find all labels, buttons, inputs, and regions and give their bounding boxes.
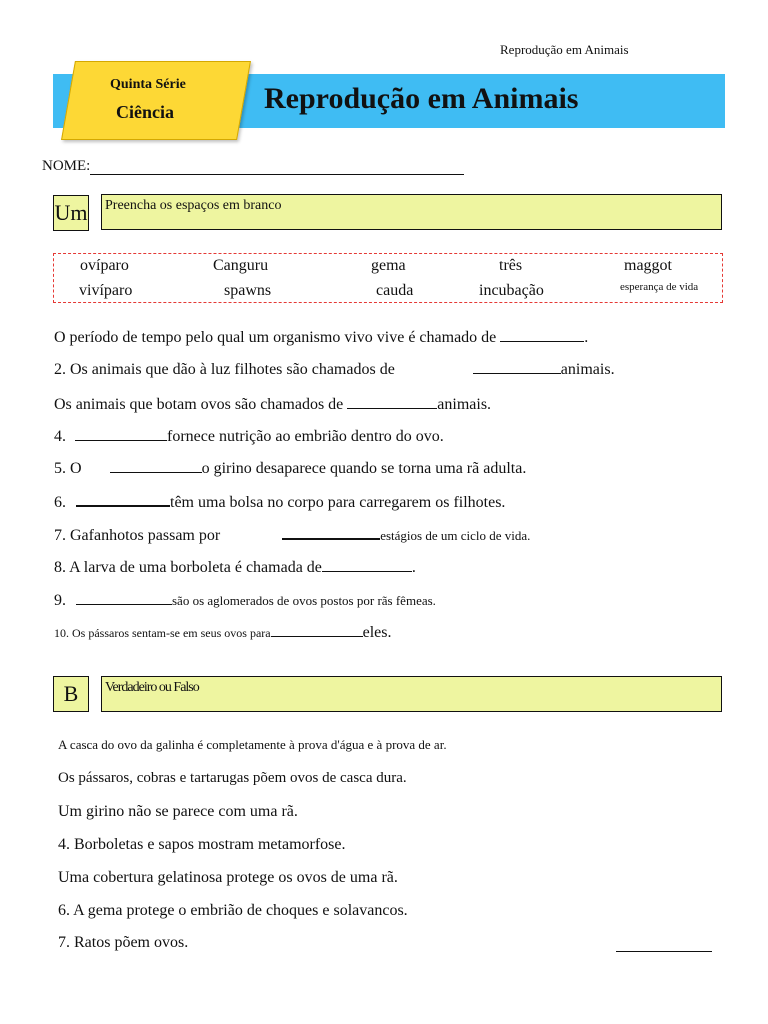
question-5 <box>54 458 526 478</box>
name-label: NOME: <box>42 158 91 174</box>
question-text: 4. <box>54 428 70 445</box>
word-bank-item: gema <box>371 257 406 274</box>
tf-statement: 4. Borboletas e sapos mostram metamorfose. <box>58 836 346 853</box>
section-b-instruction: Verdadeiro ou Falso <box>101 676 722 712</box>
question-text: Os animais que botam ovos são chamados de <box>54 396 348 413</box>
answer-blank[interactable] <box>110 458 202 473</box>
question-text: estágios de um ciclo de vida. <box>380 528 531 543</box>
tf-statement: Uma cobertura gelatinosa protege os ovos de uma rã. <box>58 869 398 886</box>
word-bank-item: esperança de vida <box>620 281 699 293</box>
question-text: 5. O <box>54 460 82 477</box>
word-bank-item: cauda <box>376 282 414 299</box>
question-text: . <box>584 329 589 346</box>
name-field[interactable] <box>90 159 464 175</box>
question-text: 9. <box>54 592 70 609</box>
question-10 <box>54 622 392 642</box>
question-9 <box>54 590 436 610</box>
word-bank-item: spawns <box>224 282 272 299</box>
question-4 <box>54 426 444 446</box>
grade-badge <box>61 61 251 140</box>
question-text: . <box>411 559 416 576</box>
answer-blank[interactable] <box>76 590 172 605</box>
word-bank-item: vivíparo <box>79 282 133 299</box>
word-bank-item: maggot <box>624 257 672 274</box>
question-text: 7. Gafanhotos passam por <box>54 527 221 544</box>
running-header: Reprodução em Animais <box>500 42 629 57</box>
name-row <box>42 158 464 175</box>
question-text: fornece nutrição ao embrião dentro do ovo. <box>167 428 444 445</box>
question-text: têm uma bolsa no corpo para carregarem os filhotes. <box>170 494 506 511</box>
question-2 <box>54 359 615 379</box>
question-text: eles. <box>362 624 392 641</box>
tf-statement: 6. A gema protege o embrião de choques e solavancos. <box>58 902 408 919</box>
question-6 <box>54 491 505 512</box>
answer-blank[interactable] <box>473 359 561 374</box>
answer-blank[interactable] <box>282 524 380 540</box>
question-text: 2. Os animais que dão à luz filhotes são chamados de <box>54 361 395 378</box>
badge-grade: Quinta Série <box>110 77 186 92</box>
question-text: 10. Os pássaros sentam-se em seus ovos para <box>54 626 271 640</box>
word-bank-item: ovíparo <box>80 257 129 274</box>
question-3 <box>54 394 491 414</box>
answer-blank[interactable] <box>75 426 167 441</box>
word-bank-item: três <box>499 257 523 274</box>
answer-blank[interactable] <box>500 327 584 342</box>
answer-blank[interactable] <box>322 557 412 572</box>
question-text: são os aglomerados de ovos postos por rãs fêmeas. <box>172 593 436 608</box>
section-a-instruction: Preencha os espaços em branco <box>101 194 722 230</box>
question-7 <box>54 524 530 545</box>
tf-statement: Um girino não se parece com uma rã. <box>58 803 298 820</box>
question-text: animais. <box>437 396 492 413</box>
answer-blank[interactable] <box>347 394 437 409</box>
answer-blank[interactable] <box>616 951 712 952</box>
tf-statement: Os pássaros, cobras e tartarugas põem ovos de casca dura. <box>58 770 407 786</box>
question-text: 6. <box>54 494 70 511</box>
tf-statement: A casca do ovo da galinha é completamente à prova d'água e à prova de ar. <box>58 737 447 752</box>
page-title: Reprodução em Animais <box>264 82 579 115</box>
answer-blank[interactable] <box>271 622 363 637</box>
section-a-letter: Um <box>53 195 89 231</box>
question-text: animais. <box>560 361 615 378</box>
question-8 <box>54 557 416 577</box>
question-text: o girino desaparece quando se torna uma rã adulta. <box>201 460 527 477</box>
section-b-letter: B <box>53 676 89 712</box>
answer-blank[interactable] <box>76 491 170 507</box>
tf-statement: 7. Ratos põem ovos. <box>58 934 189 951</box>
question-text: 8. A larva de uma borboleta é chamada de <box>54 559 322 576</box>
badge-subject: Ciência <box>116 102 174 122</box>
question-1 <box>54 327 588 347</box>
word-bank-item: incubação <box>479 282 544 299</box>
word-bank-item: Canguru <box>213 257 269 274</box>
question-text: O período de tempo pelo qual um organismo vivo vive é chamado de <box>54 329 501 346</box>
